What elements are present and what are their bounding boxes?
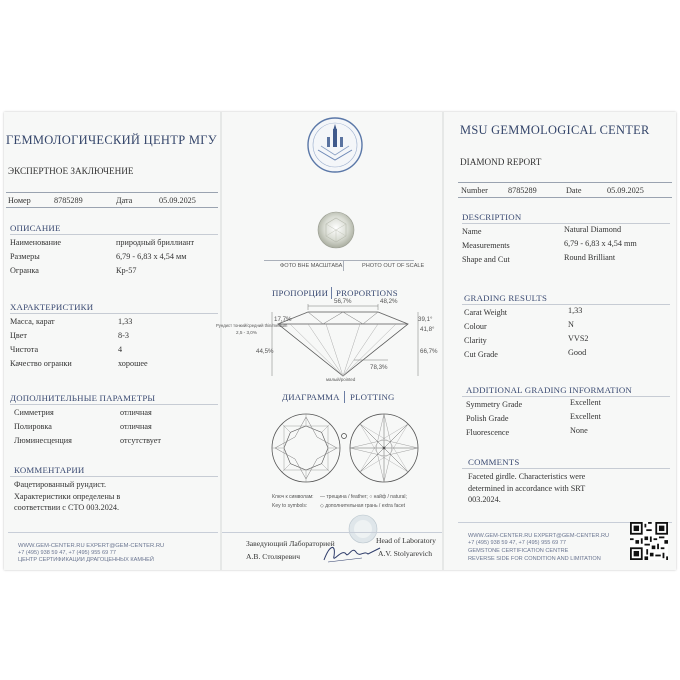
key-items-ru: — трещина / feather; ○ найф / natural;: [320, 494, 407, 500]
prop-total-depth: 66,7%: [420, 348, 438, 355]
prop-crown-height: 17,7%: [274, 316, 292, 323]
en-comments-heading: COMMENTS: [468, 457, 520, 467]
ru-add-value: отличная: [120, 422, 152, 431]
plotting-title-ru: ДИАГРАММА: [282, 392, 340, 402]
plotting-title-en: PLOTTING: [350, 392, 395, 402]
en-grading-label: Cut Grade: [464, 350, 498, 359]
en-comments: Faceted girdle. Characteristics were determined in accordance with SRT 003.2024.: [468, 472, 586, 504]
proportions-title-ru: ПРОПОРЦИИ: [272, 288, 329, 298]
ru-comments: Фацетированный рундист. Характеристики определены в соответствии с СТО 003.2024.: [14, 480, 121, 512]
ru-char-value: 4: [118, 345, 123, 354]
en-footer-reverse: REVERSE SIDE FOR CONDITION AND LIMITATION: [468, 556, 601, 562]
prop-crown-angle: 39,1°: [418, 316, 433, 323]
certificate-sheet: [4, 112, 676, 570]
en-number-label: Number: [461, 186, 488, 195]
en-desc-value: Round Brilliant: [564, 253, 616, 262]
prop-girdle-range: 2,5 - 3,0%: [236, 330, 257, 335]
ru-add-value: отсутствует: [120, 436, 161, 445]
ru-footer-phone: +7 (495) 938 59 47, +7 (495) 955 69 77: [18, 550, 116, 556]
ru-desc-value: 6,79 - 6,83 х 4,54 мм: [116, 252, 187, 261]
english-panel: [444, 112, 676, 570]
en-desc-value: 6,79 - 6,83 x 4,54 mm: [564, 239, 637, 248]
en-add-value: Excellent: [570, 412, 601, 421]
plotting-pavilion-diagram: [348, 412, 420, 484]
ru-add-label: Люминесценция: [14, 436, 72, 445]
en-desc-value: Natural Diamond: [564, 225, 622, 234]
en-subtitle: DIAMOND REPORT: [460, 157, 542, 167]
ru-add-value: отличная: [120, 408, 152, 417]
en-date-label: Date: [566, 186, 582, 195]
en-grading-label: Colour: [464, 322, 487, 331]
en-grading-value: Good: [568, 348, 587, 357]
qr-code[interactable]: [630, 522, 668, 560]
en-add-label: Symmetry Grade: [466, 400, 523, 409]
ru-char-label: Качество огранки: [10, 359, 72, 368]
en-additional-heading: ADDITIONAL GRADING INFORMATION: [466, 385, 632, 395]
ru-footer-centre: ЦЕНТР СЕРТИФИКАЦИИ ДРАГОЦЕННЫХ КАМНЕЙ: [18, 557, 154, 563]
prop-lower-half: 78,3%: [370, 364, 388, 371]
key-label-ru: Ключ к символам:: [272, 494, 314, 500]
key-label-en: Key to symbols:: [272, 503, 308, 509]
ru-char-value: 1,33: [118, 317, 133, 326]
ru-comments-heading: КОММЕНТАРИИ: [14, 465, 85, 475]
ru-desc-label: Размеры: [10, 252, 40, 261]
ru-add-label: Симметрия: [14, 408, 54, 417]
proportions-diagram: [268, 302, 428, 384]
center-panel: [216, 112, 442, 570]
plotting-crown-diagram: [270, 412, 342, 484]
en-add-value: None: [570, 426, 588, 435]
ru-characteristics-heading: ХАРАКТЕРИСТИКИ: [10, 302, 94, 312]
ru-desc-label: Огранка: [10, 266, 39, 275]
en-description-heading: DESCRIPTION: [462, 212, 522, 222]
en-footer-centre: GEMSTONE CERTIFICATION CENTRE: [468, 548, 569, 554]
signature-en-name: A.V. Stolyarevich: [378, 549, 433, 558]
prop-culet: малый/pointed: [326, 377, 356, 382]
en-footer-web[interactable]: WWW.GEM-CENTER.RU EXPERT@GEM-CENTER.RU: [468, 533, 610, 539]
en-grading-heading: GRADING RESULTS: [464, 293, 548, 303]
ru-additional-heading: ДОПОЛНИТЕЛЬНЫЕ ПАРАМЕТРЫ: [10, 393, 156, 403]
signature-ru-role: Заведующий Лабораторией: [246, 539, 335, 548]
ru-char-label: Чистота: [10, 345, 39, 354]
photo-caption-en: PHOTO OUT OF SCALE: [362, 263, 425, 269]
proportions-title-en: PROPORTIONS: [336, 288, 398, 298]
prop-table: 56,7%: [334, 298, 352, 305]
en-title: MSU GEMMOLOGICAL CENTER: [460, 123, 650, 137]
en-grading-value: 1,33: [568, 306, 583, 315]
key-items-en: ◇ дополнительная грань / extra facet: [320, 503, 406, 509]
en-number-value: 8785289: [508, 186, 537, 195]
ru-char-value: хорошее: [118, 359, 148, 368]
en-desc-label: Name: [462, 227, 482, 236]
en-footer-phone: +7 (495) 938 59 47, +7 (495) 955 69 77: [468, 540, 566, 546]
russian-panel: [4, 112, 220, 570]
ru-char-label: Цвет: [10, 331, 27, 340]
en-desc-label: Measurements: [462, 241, 510, 250]
photo-caption-ru: ФОТО ВНЕ МАСШТАБА: [280, 263, 343, 269]
ru-description-heading: ОПИСАНИЕ: [10, 223, 61, 233]
en-add-value: Excellent: [570, 398, 601, 407]
ru-char-value: 8-3: [118, 331, 129, 340]
prop-pavilion-angle: 41,8°: [420, 326, 435, 333]
signature-ru-name: А.В. Столяревич: [246, 552, 301, 561]
en-grading-label: Carat Weight: [464, 308, 508, 317]
en-add-label: Polish Grade: [466, 414, 509, 423]
signature-en-role: Head of Laboratory: [376, 536, 436, 545]
ru-footer-web[interactable]: WWW.GEM-CENTER.RU EXPERT@GEM-CENTER.RU: [18, 543, 165, 549]
en-date-value: 05.09.2025: [607, 186, 644, 195]
signature-scribble: [322, 540, 382, 566]
msu-emblem-icon: [306, 116, 364, 174]
en-grading-value: N: [568, 320, 574, 329]
ru-char-label: Масса, карат: [10, 317, 55, 326]
ru-desc-value: Кр-57: [116, 266, 137, 275]
ru-number-value: 8785289: [54, 196, 83, 205]
en-grading-value: VVS2: [568, 334, 589, 343]
ru-desc-value: природный бриллиант: [116, 238, 195, 247]
ru-desc-label: Наименование: [10, 238, 62, 247]
en-desc-label: Shape and Cut: [462, 255, 510, 264]
prop-star: 48,2%: [380, 298, 398, 305]
ru-number-label: Номер: [8, 196, 31, 205]
prop-girdle-note: Рундист тонкий/средний thin/medium: [216, 323, 288, 328]
en-grading-label: Clarity: [464, 336, 487, 345]
girdle-mark-icon: [340, 432, 348, 440]
ru-add-label: Полировка: [14, 422, 52, 431]
prop-pavilion-depth: 44,5%: [256, 348, 274, 355]
ru-subtitle: ЭКСПЕРТНОЕ ЗАКЛЮЧЕНИЕ: [8, 166, 134, 176]
ru-title: ГЕММОЛОГИЧЕСКИЙ ЦЕНТР МГУ: [6, 133, 217, 147]
ru-date-label: Дата: [116, 196, 133, 205]
en-add-label: Fluorescence: [466, 428, 510, 437]
ru-date-value: 05.09.2025: [159, 196, 196, 205]
diamond-photo: [316, 210, 356, 250]
